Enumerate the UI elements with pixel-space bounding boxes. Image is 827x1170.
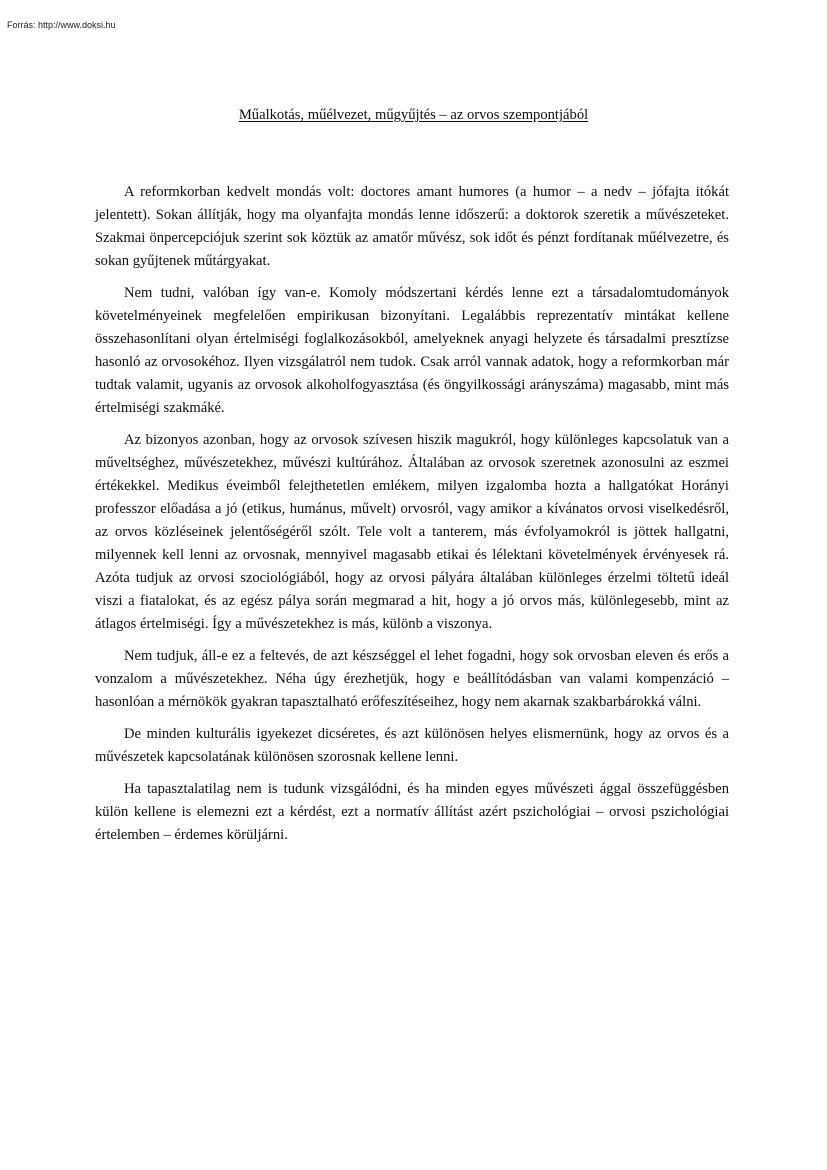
- source-url-line: Forrás: http://www.doksi.hu: [7, 20, 116, 30]
- paragraph-1: A reformkorban kedvelt mondás volt: doctores amant humores (a humor – a nedv – jófajta itókát jelentett). Sokan állítják, hogy ma olyanfajta mondás lenne időszerű: a doktorok szeretik a művészeteket. Szakmai önpercepciójuk szerint sok köztük az amatőr művész, sok időt és pénzt fordítanak műélvezetre, és sokan gyűjtenek műtárgyakat.: [95, 184, 729, 269]
- document-body: [95, 181, 729, 856]
- document-title: Műalkotás, műélvezet, műgyűjtés – az orvos szempontjából: [238, 107, 589, 123]
- paragraph-3: Az bizonyos azonban, hogy az orvosok szívesen hiszik magukról, hogy különleges kapcsolatuk van a műveltséghez, művészetekhez, művészi kultúrához. Általában az orvosok szeretnek azonosulni az eszmei értékekkel. Medikus éveimből felejthetetlen emlékem, milyen izgalomba hozta a hallgatókat Horányi professzor előadása a jó (etikus, humánus, művelt) orvosról, vagy amikor a kívánatos orvosi viselkedésről, az orvos közléseinek jelentőségéről szólt. Tele volt a tanterem, más évfolyamokról is jöttek hallgatni, milyennek kell lenni az orvosnak, mennyivel magasabb etikai és lélektani követelmények érvényesek rá. Azóta tudjuk az orvosi szociológiából, hogy az orvosi pályára általában különleges érzelmi töltetű ideál viszi a fiatalokat, és az egész pálya során megmarad a hit, hogy a jó orvos más, különlegesebb, mint az átlagos értelmiségi. Így a művészetekhez is más, különb a viszonya.: [95, 432, 729, 632]
- paragraph-6: Ha tapasztalatilag nem is tudunk vizsgálódni, és ha minden egyes művészeti ággal összefüggésben külön kellene is elemezni ezt a kérdést, ezt a normatív állítást azért pszichológiai – orvosi pszichológiai értelemben – érdemes körüljárni.: [95, 781, 729, 843]
- paragraph-4: Nem tudjuk, áll-e ez a feltevés, de azt készséggel el lehet fogadni, hogy sok orvosban eleven és erős a vonzalom a művészetekhez. Néha úgy érezhetjük, hogy e beállítódásban van valami kompenzáció – hasonlóan a mérnökök gyakran tapasztalható erőfeszítéseihez, hogy nem akarnak szakbarbárokká válni.: [95, 648, 729, 710]
- paragraph-5: De minden kulturális igyekezet dicséretes, és azt különösen helyes elismernünk, hogy az orvos és a művészetek kapcsolatának különösen szorosnak kellene lenni.: [95, 726, 729, 765]
- paragraph-2: Nem tudni, valóban így van-e. Komoly módszertani kérdés lenne ezt a társadalomtudományok követelményeinek megfelelően empirikusan bizonyítani. Legalábbis reprezentatív mintákat kellene összehasonlítani olyan értelmiségi foglalkozásokból, amelyeknek anyagi helyzete és társadalmi presztízse hasonló az orvosokéhoz. Ilyen vizsgálatról nem tudok. Csak arról vannak adatok, hogy a reformkorban már tudtak valamit, ugyanis az orvosok alkoholfogyasztása (és öngyilkossági arányszáma) magasabb, mint más értelmiségi szakmáké.: [95, 285, 729, 416]
- document-title-container: [0, 105, 827, 125]
